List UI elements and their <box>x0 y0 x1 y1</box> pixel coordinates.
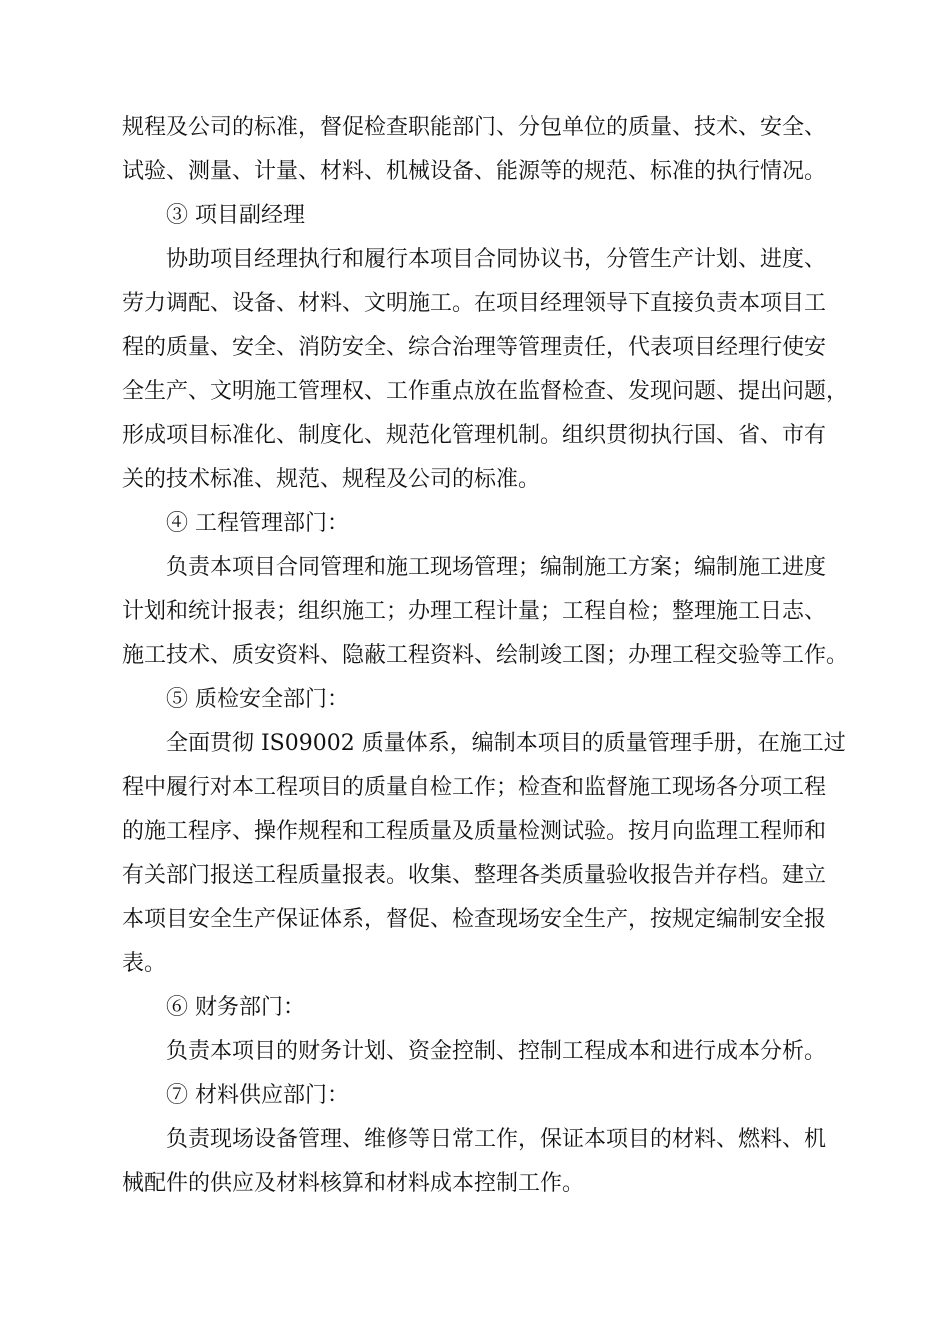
text-line: 规程及公司的标准，督促检查职能部门、分包单位的质量、技术、安全、 <box>122 115 827 140</box>
paragraph-deputy-manager <box>122 238 849 502</box>
section-heading-materials-dept <box>122 1074 840 1118</box>
heading-text: ⑥ 财务部门： <box>166 995 305 1020</box>
paragraph-engineering-dept <box>122 546 849 678</box>
paragraph-materials-dept <box>122 1118 840 1206</box>
text-line: 关的技术标准、规范、规程及公司的标准。 <box>122 467 541 492</box>
text-line: 协助项目经理执行和履行本项目合同协议书，分管生产计划、进度、 <box>166 247 827 272</box>
text-line: 计划和统计报表；组织施工；办理工程计量；工程自检；整理施工日志、 <box>122 599 827 624</box>
heading-text: ⑦ 材料供应部门： <box>166 1083 349 1108</box>
text-line: 械配件的供应及材料核算和材料成本控制工作。 <box>122 1171 585 1196</box>
text-line: 施工技术、质安资料、隐蔽工程资料、绘制竣工图；办理工程交验等工作。 <box>122 643 849 668</box>
text-line: 表。 <box>122 951 167 976</box>
section-heading-quality-safety-dept <box>122 678 840 722</box>
section-heading-engineering-dept <box>122 502 840 546</box>
section-heading-finance-dept <box>122 986 840 1030</box>
paragraph-continuation <box>122 106 840 194</box>
heading-text: ④ 工程管理部门： <box>166 511 349 536</box>
text-line: 全面贯彻 IS09002 质量体系，编制本项目的质量管理手册，在施工过 <box>166 731 846 756</box>
text-line: 劳力调配、设备、材料、文明施工。在项目经理领导下直接负责本项目工 <box>122 291 827 316</box>
text-line: 本项目安全生产保证体系，督促、检查现场安全生产，按规定编制安全报 <box>122 907 827 932</box>
paragraph-quality-safety-dept <box>122 722 846 986</box>
text-line: 的施工程序、操作规程和工程质量及质量检测试验。按月向监理工程师和 <box>122 819 827 844</box>
text-line: 负责现场设备管理、维修等日常工作，保证本项目的材料、燃料、机 <box>166 1127 827 1152</box>
text-line: 负责本项目的财务计划、资金控制、控制工程成本和进行成本分析。 <box>166 1039 827 1064</box>
text-line: 负责本项目合同管理和施工现场管理；编制施工方案；编制施工进度 <box>166 555 827 580</box>
text-line: 程的质量、安全、消防安全、综合治理等管理责任，代表项目经理行使安 <box>122 335 827 360</box>
text-line: 形成项目标准化、制度化、规范化管理机制。组织贯彻执行国、省、市有 <box>122 423 827 448</box>
section-heading-deputy-manager <box>122 194 840 238</box>
heading-text: ③ 项目副经理 <box>166 203 305 228</box>
text-line: 程中履行对本工程项目的质量自检工作；检查和监督施工现场各分项工程 <box>122 775 827 800</box>
text-line: 试验、测量、计量、材料、机械设备、能源等的规范、标准的执行情况。 <box>122 159 827 184</box>
text-line: 全生产、文明施工管理权、工作重点放在监督检查、发现问题、提出问题， <box>122 379 849 404</box>
text-line: 有关部门报送工程质量报表。收集、整理各类质量验收报告并存档。建立 <box>122 863 827 888</box>
heading-text: ⑤ 质检安全部门： <box>166 687 349 712</box>
document-body <box>122 106 849 1206</box>
paragraph-finance-dept <box>122 1030 840 1074</box>
